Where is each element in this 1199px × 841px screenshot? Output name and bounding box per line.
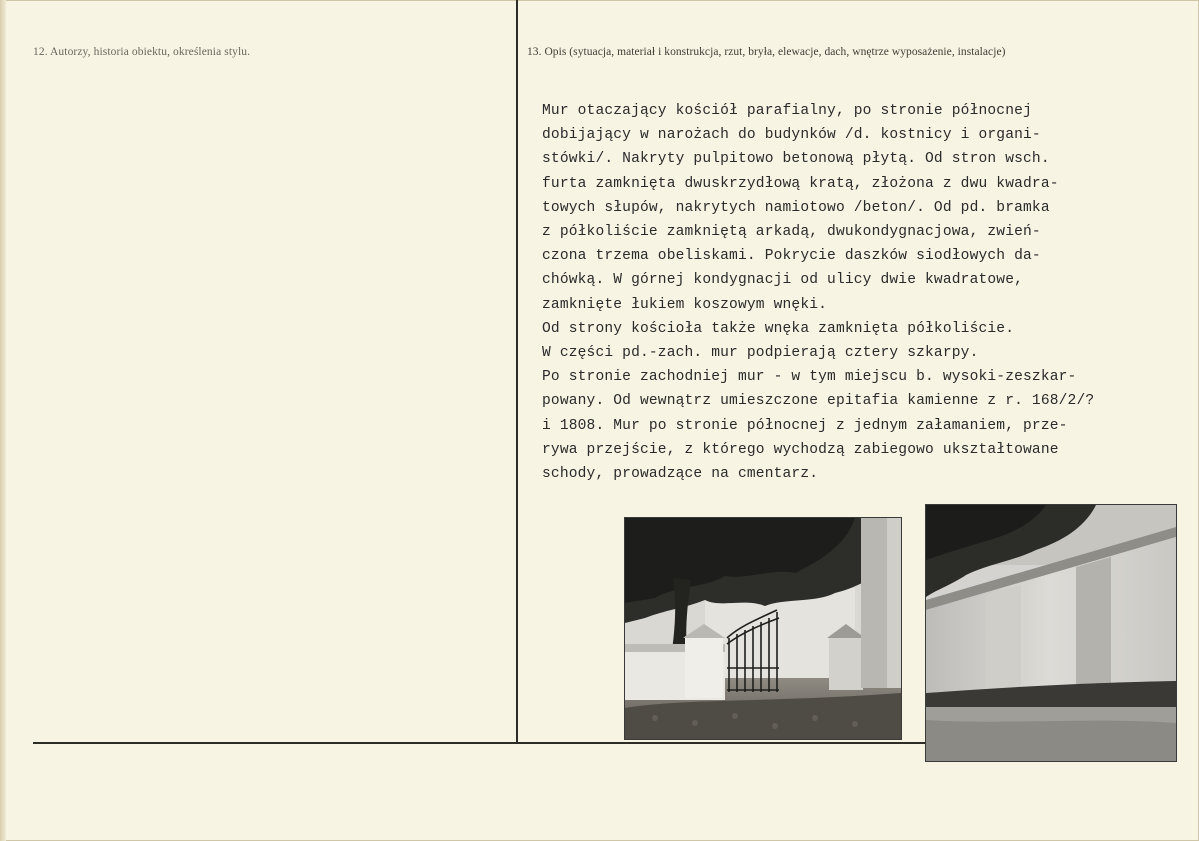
description-line: W części pd.-zach. mur podpierają cztery szkarpy. (542, 345, 979, 362)
description-line: towych słupów, nakrytych namiotowo /beton/. Od pd. bramka (542, 199, 1050, 216)
description-line: Mur otaczający kościół parafialny, po stronie północnej (542, 103, 1032, 119)
card-edge (0, 0, 6, 841)
description-line: zamknięte łukiem koszowym wnęki. (542, 296, 828, 313)
description-line: i 1808. Mur po stronie północnej z jednym załamaniem, prze- (542, 417, 1068, 434)
description-line: Od strony kościoła także wnęka zamknięta półkoliście. (542, 320, 1015, 337)
section-12-header: 12. Autorzy, historia obiektu, określenia stylu. (33, 46, 251, 58)
description-line: dobijający w narożach do budynków /d. kostnicy i organi- (542, 127, 1041, 144)
description-line: rywa przejście, z którego wychodzą zabiegowo ukształtowane (542, 441, 1059, 458)
typed-description (542, 99, 1182, 486)
description-line: Po stronie zachodniej mur - w tym miejscu b. wysoki-zeszkar- (542, 369, 1077, 386)
description-line: powany. Od wewnątrz umieszczone epitafia kamienne z r. 168/2/? (542, 393, 1095, 410)
description-line: z półkoliście zamkniętą arkadą, dwukondygnacjowa, zwień- (542, 224, 1041, 241)
description-line: stówki/. Nakryty pulpitowo betonową płytą. Od stron wsch. (542, 151, 1050, 168)
gate-photo (625, 518, 901, 739)
section-13-header: 13. Opis (sytuacja, materiał i konstrukcja, rzut, bryła, elewacje, dach, wnętrze wyposażenie, instalacje) (527, 46, 1006, 58)
description-line: czona trzema obeliskami. Pokrycie daszków siodłowych da- (542, 248, 1041, 265)
description-line: furta zamknięta dwuskrzydłową kratą, złożona z dwu kwadra- (542, 175, 1059, 192)
wall-photo (926, 505, 1176, 761)
description-line: chówką. W górnej kondygnacji od ulicy dwie kwadratowe, (542, 272, 1024, 289)
column-divider (516, 0, 518, 742)
description-line: schody, prowadzące na cmentarz. (542, 466, 819, 483)
